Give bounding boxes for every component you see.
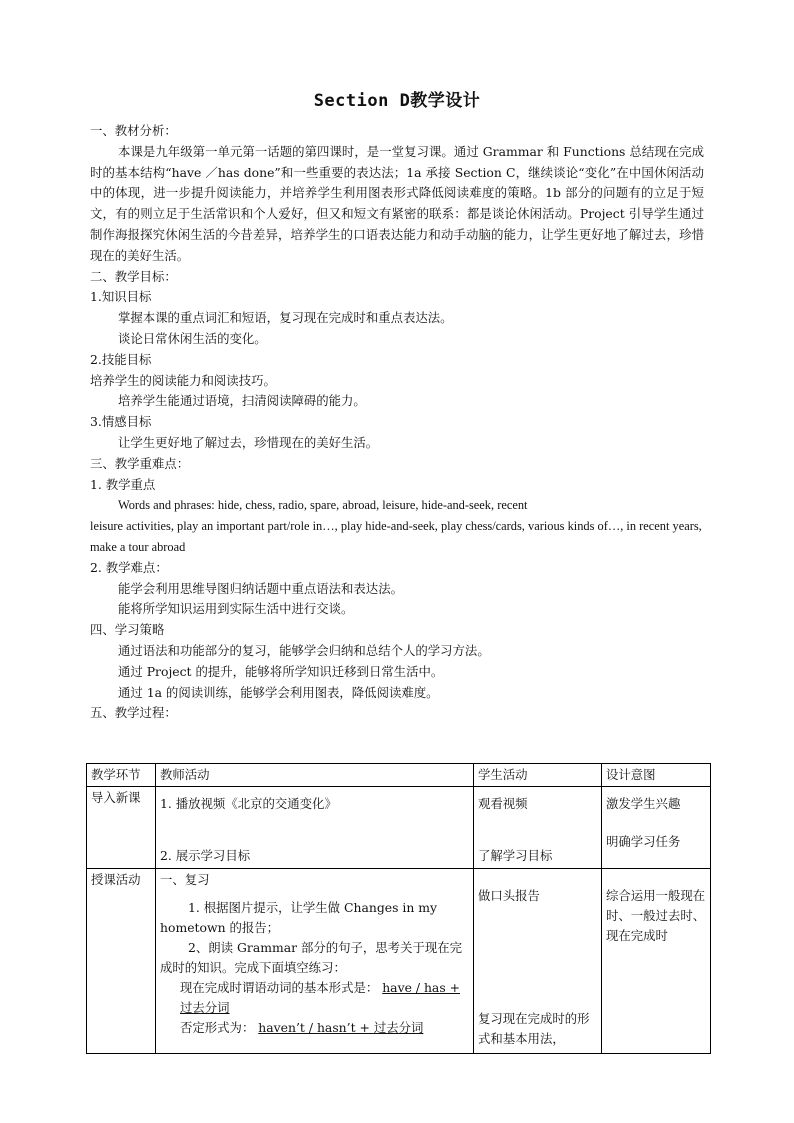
fill-blank-prompt-1: 现在完成时谓语动词的基本形式是： [180,980,379,995]
design-intent-cell [602,787,711,869]
fill-blank-prompt-2: 否定形式为： [180,1020,255,1035]
student-activity-cell [474,869,602,1054]
student-activity-2: 了解学习目标 [478,848,553,863]
table-row [87,869,711,1054]
key-words-line-2: leisure activities, play an important part/role in…, play hide-and-seek, play chess/cards, various kinds of…, in recent years, make a tour abroad [90,519,702,554]
document-body [90,121,704,724]
table-header-row [87,764,711,787]
teacher-activity-2: 2. 展示学习目标 [160,848,251,863]
table-row [87,787,711,869]
teacher-activity-cell [156,869,474,1054]
key-points-title: 1. 教学重点 [90,476,156,492]
document-title: Section D教学设计 [313,91,481,111]
strategy-1: 通过语法和功能部分的复习，能够学会归纳和总结个人的学习方法。 [118,642,490,658]
fill-blank-answer-2: haven’t / hasn’t + 过去分词 [258,1020,424,1035]
table-header-cell: 教师活动 [156,764,474,787]
emotion-goal-1: 让学生更好地了解过去，珍惜现在的美好生活。 [118,434,379,450]
design-intent-1: 综合运用一般现在时、一般过去时、现在完成时 [606,888,706,943]
teacher-activity-cell [156,787,474,869]
student-activity-1: 做口头报告 [478,888,540,903]
emotion-goal-title: 3.情感目标 [90,414,152,430]
section-heading-goals: 二、教学目标： [90,268,177,284]
section-heading-strategy: 四、学习策略 [90,622,165,638]
section-heading-key-points: 三、教学重难点： [90,455,190,471]
key-words-line-1: Words and phrases: hide, chess, radio, spare, abroad, leisure, hide-and-seek, recent [118,498,528,513]
table-header-cell: 学生活动 [474,764,602,787]
teacher-activity-1: 1. 根据图片提示，让学生做 Changes in my hometown 的报告； [160,900,438,935]
knowledge-goal-1: 掌握本课的重点词汇和短语，复习现在完成时和重点表达法。 [118,310,453,326]
student-activity-cell [474,787,602,869]
difficult-point-1: 能学会利用思维导图归纳话题中重点语法和表达法。 [118,580,403,596]
knowledge-goal-title: 1.知识目标 [90,289,152,305]
stage-cell: 导入新课 [87,787,156,869]
section-heading-analysis: 一、教材分析： [90,123,177,138]
knowledge-goal-2: 谈论日常休闲生活的变化。 [118,330,267,346]
skill-goal-1: 培养学生的阅读能力和阅读技巧。 [90,372,276,388]
teaching-process-table [86,763,711,1054]
section-heading-process: 五、教学过程： [90,705,177,721]
strategy-3: 通过 1a 的阅读训练，能够学会利用图表，降低阅读难度。 [118,684,439,700]
fill-blank-answer-1: have / has + 过去分词 [180,980,461,1015]
student-activity-1: 观看视频 [478,796,528,811]
table-header-cell: 教学环节 [87,764,156,787]
stage-cell: 授课活动 [87,869,156,1054]
skill-goal-title: 2.技能目标 [90,351,152,367]
design-intent-2: 明确学习任务 [606,834,681,849]
teacher-activity-2: 2、朗读 Grammar 部分的句子，思考关于现在完成时的知识。完成下面填空练习： [160,940,463,975]
strategy-2: 通过 Project 的提升，能够将所学知识迁移到日常生活中。 [118,663,444,679]
analysis-paragraph: 本课是九年级第一单元第一话题的第四课时，是一堂复习课。通过 Grammar 和 Functions 总结现在完成时的基本结构“have ／has done”和一些重要的表达法；1a 承接 Section C，继续谈论“变化”在中国休闲活动中的体现，进一步提升阅读能力，并培养学生利用图表形式降低阅读难度的策略。1b 部分的问题有的立足于短文，有的则立足于生活常识和个人爱好，但又和短文有紧密的联系：都是谈论休闲活动。Project 引导学生通过制作海报探究休闲生活的今昔差异，培养学生的口语表达能力和动手动脑的能力，让学生更好地了解过去，珍惜现在的美好生活。 [90,143,704,263]
skill-goal-2: 培养学生能通过语境，扫清阅读障碍的能力。 [118,393,366,409]
review-heading: 一、复习 [160,872,210,887]
difficult-points-title: 2. 教学难点： [90,559,168,575]
difficult-point-2: 能将所学知识运用到实际生活中进行交谈。 [118,601,354,617]
design-intent-1: 激发学生兴趣 [606,796,681,811]
table-header-cell: 设计意图 [602,764,711,787]
teacher-activity-1: 1. 播放视频《北京的交通变化》 [160,796,337,811]
design-intent-cell [602,869,711,1054]
student-activity-2: 复习现在完成时的形式和基本用法， [478,1011,590,1046]
